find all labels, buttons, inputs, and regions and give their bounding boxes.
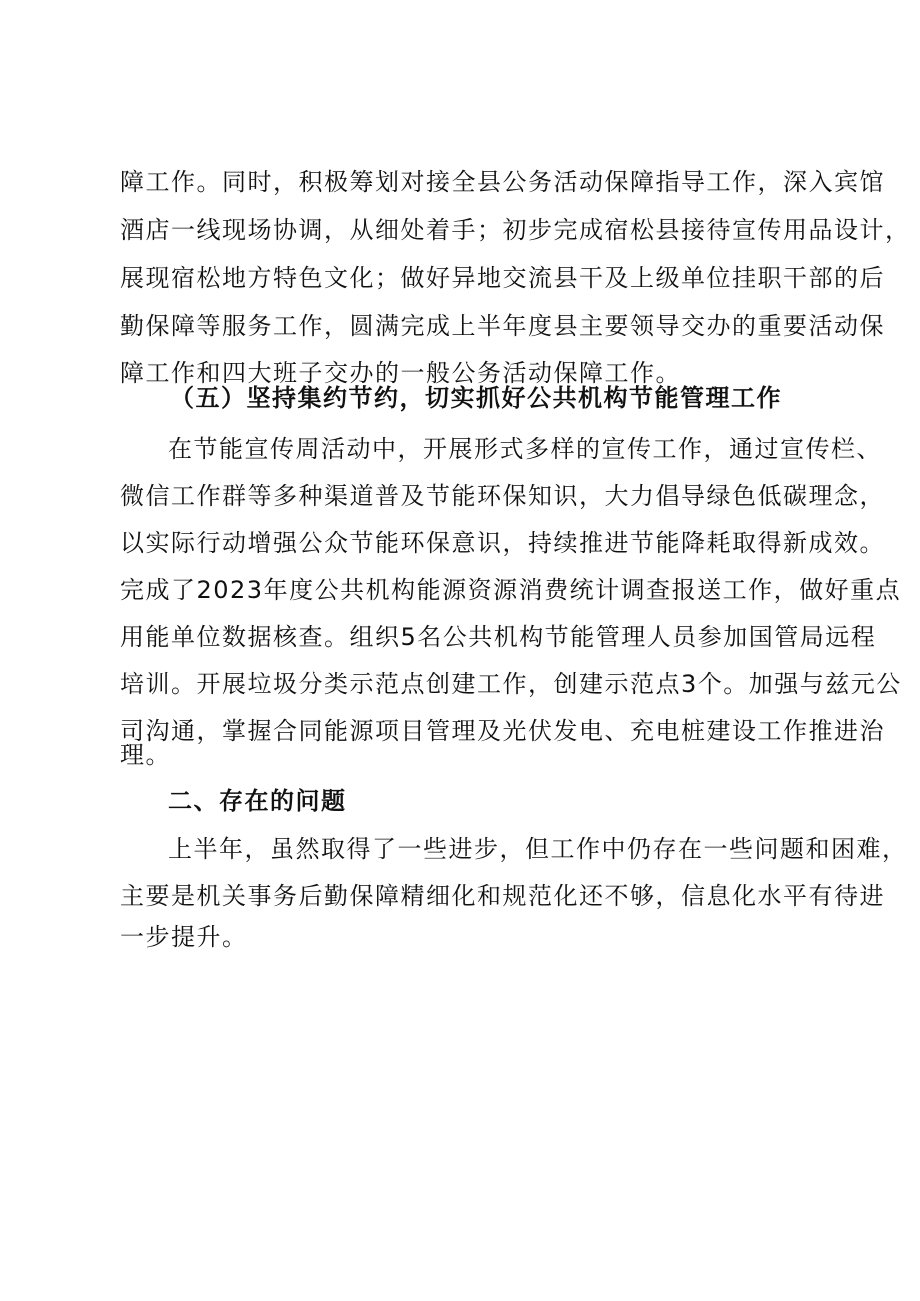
paragraph-line: 微信工作群等多种渠道普及节能环保知识，大力倡导绿色低碳理念， (120, 482, 885, 510)
paragraph-line: 酒店一线现场协调，从细处着手；初步完成宿松县接待宣传用品设计， (120, 216, 911, 244)
paragraph-line: 主要是机关事务后勤保障精细化和规范化还不够，信息化水平有待进 (120, 882, 885, 910)
section-heading: 二、存在的问题 (168, 787, 347, 815)
paragraph-line: 勤保障等服务工作，圆满完成上半年度县主要领导交办的重要活动保 (120, 312, 885, 340)
paragraph-line: 障工作和四大班子交办的一般公务活动保障工作。 (120, 359, 681, 387)
paragraph-line: 展现宿松地方特色文化；做好异地交流县干及上级单位挂职干部的后 (120, 264, 885, 292)
paragraph-line: 以实际行动增强公众节能环保意识，持续推进节能降耗取得新成效。 (120, 529, 885, 557)
paragraph-line: 司沟通，掌握合同能源项目管理及光伏发电、充电桩建设工作推进治 (120, 717, 885, 745)
paragraph-line: 上半年，虽然取得了一些进步，但工作中仍存在一些问题和困难， (168, 835, 908, 863)
section-heading: （五）坚持集约节约，切实抓好公共机构节能管理工作 (170, 384, 782, 412)
paragraph-line: 理。 (120, 741, 171, 769)
paragraph-line: 完成了2023年度公共机构能源资源消费统计调查报送工作，做好重点 (120, 576, 902, 604)
paragraph-line: 用能单位数据核查。组织5名公共机构节能管理人员参加国管局远程 (120, 623, 877, 651)
paragraph-line: 一步提升。 (120, 923, 248, 951)
paragraph-line: 培训。开展垃圾分类示范点创建工作，创建示范点3个。加强与兹元公 (120, 670, 902, 698)
paragraph-line: 在节能宣传周活动中，开展形式多样的宣传工作，通过宣传栏、 (168, 435, 882, 463)
paragraph-line: 障工作。同时，积极筹划对接全县公务活动保障指导工作，深入宾馆 (120, 168, 885, 196)
